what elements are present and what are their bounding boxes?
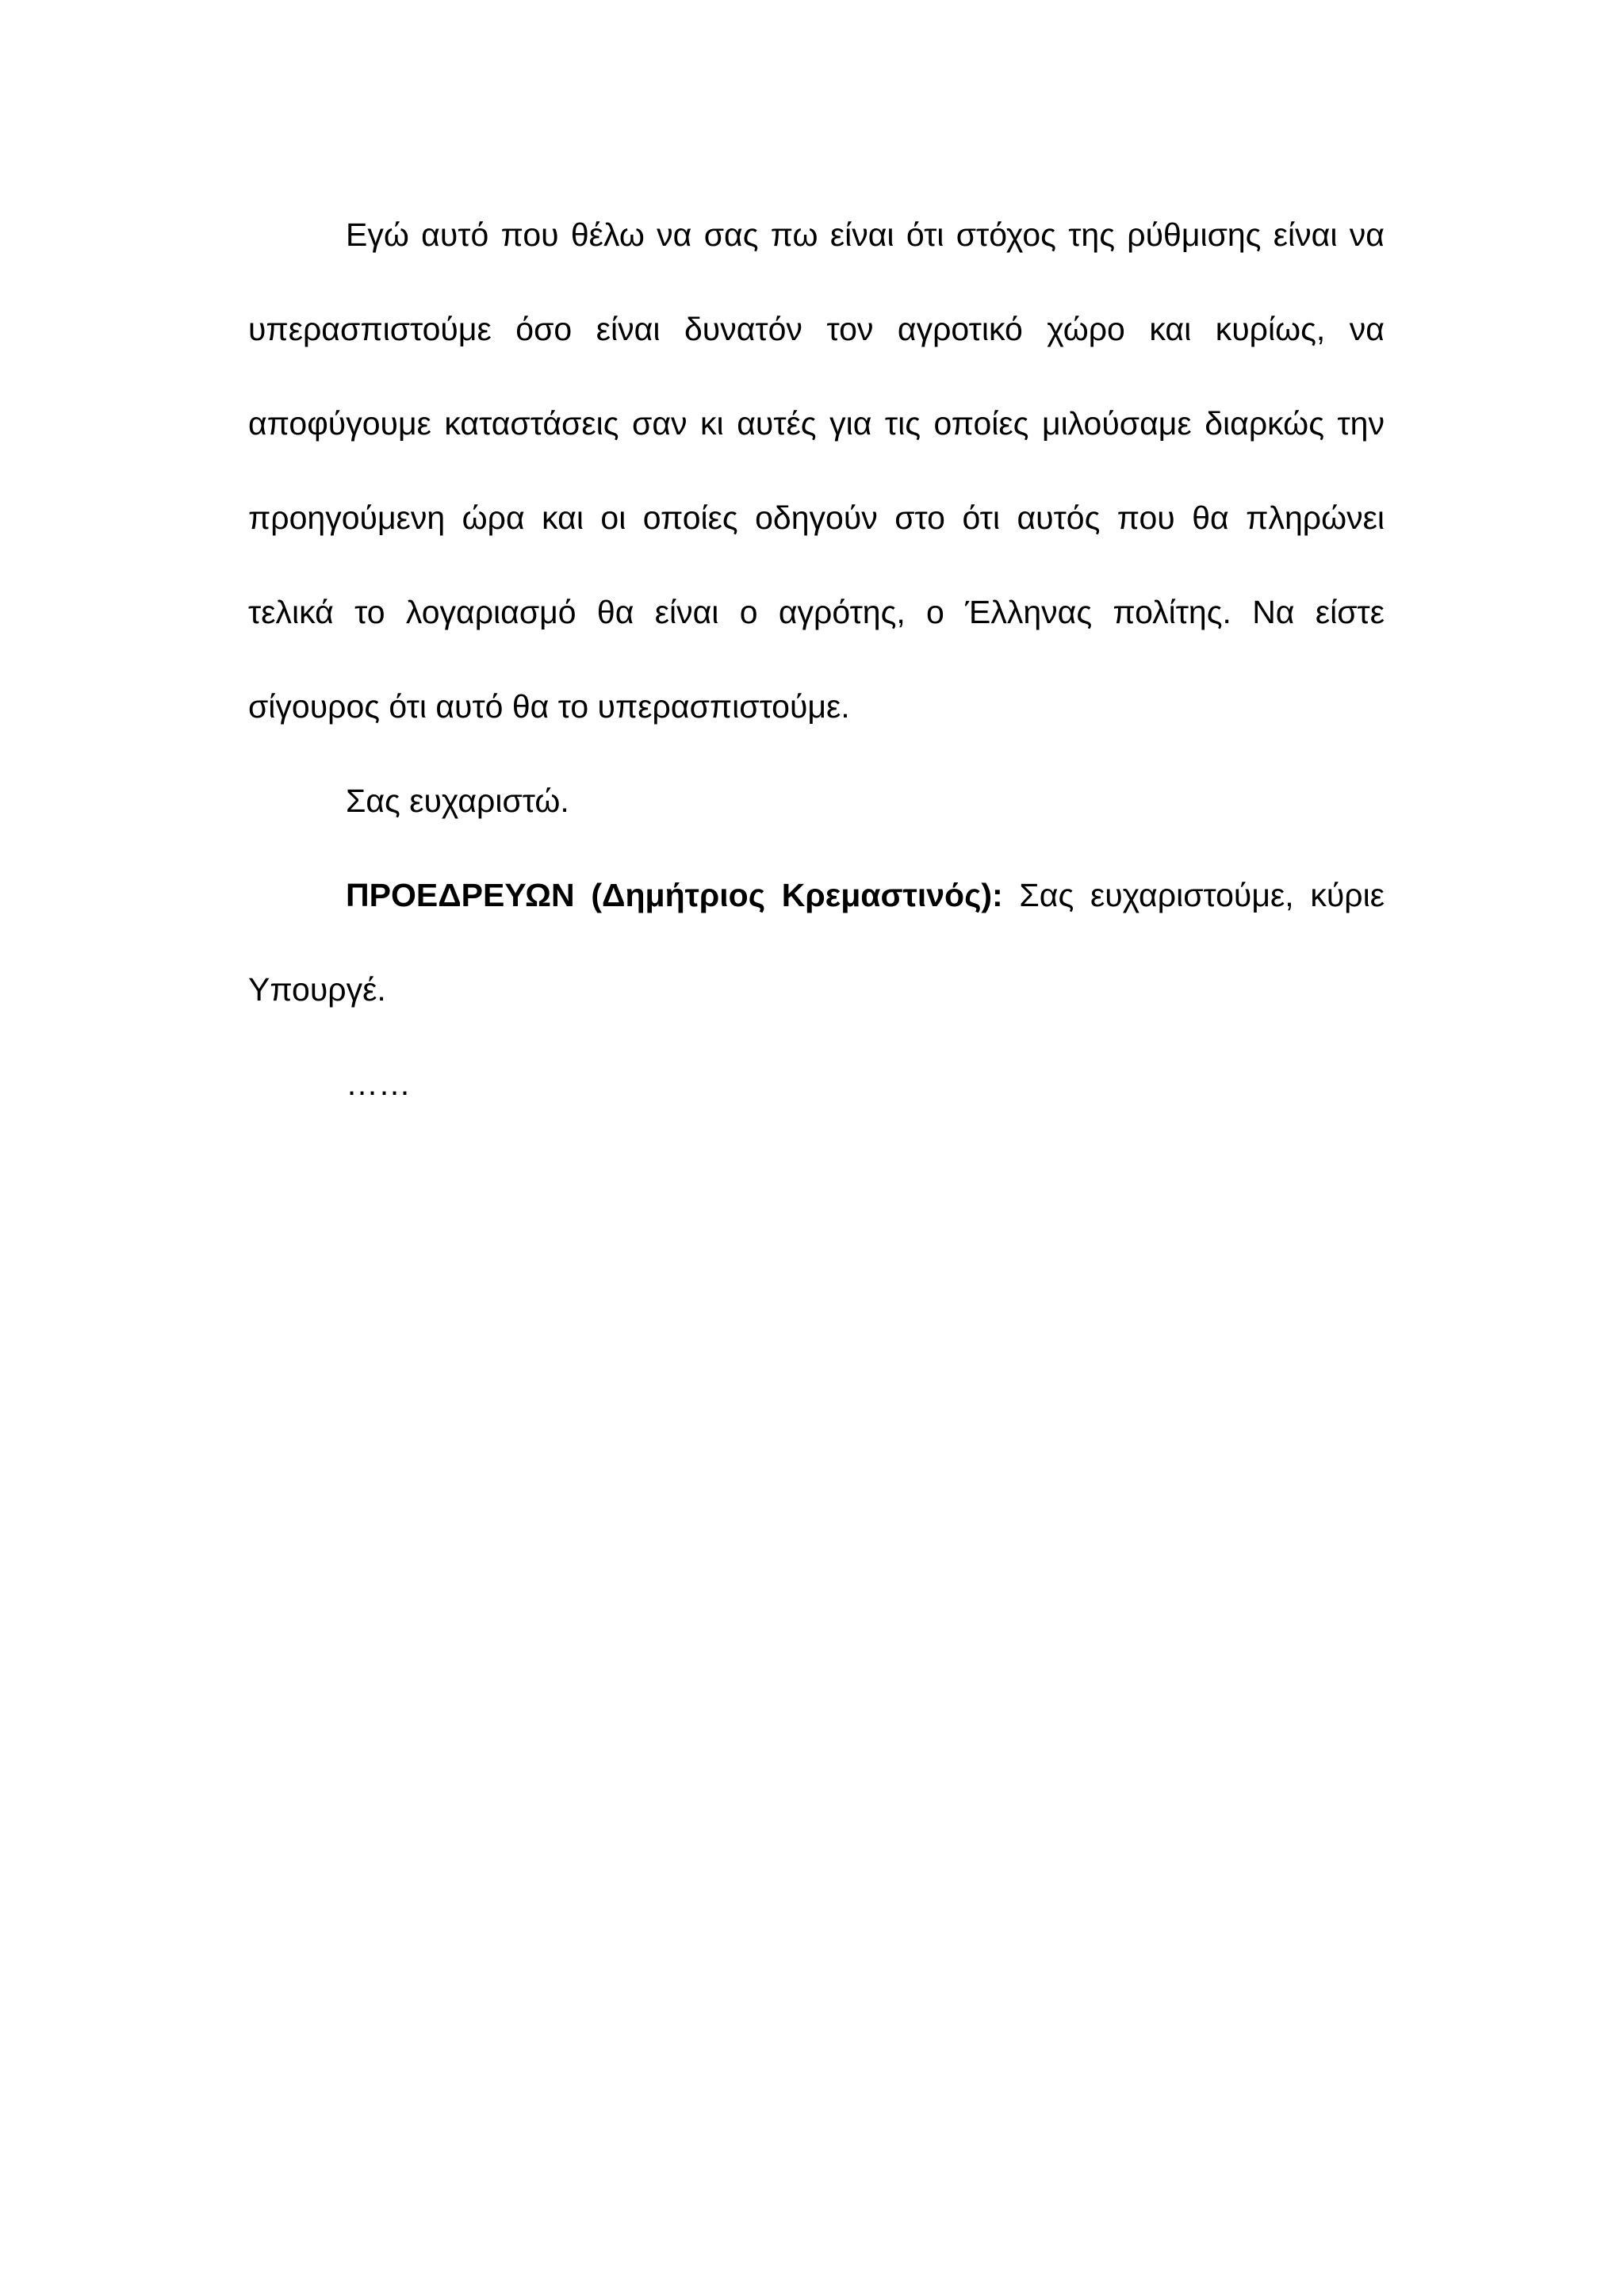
- speaker-label: ΠΡΟΕΔΡΕΥΩΝ (Δημήτριος Κρεμαστινός):: [346, 877, 1003, 913]
- paragraph-minister-statement: Εγώ αυτό που θέλω να σας πω είναι ότι στόχος της ρύθμισης είναι να υπερασπιστούμε όσο είναι δυνατόν τον αγροτικό χώρο και κυρίως, να αποφύγουμε καταστάσεις σαν κι αυτές για τις οποίες μιλούσαμε διαρκώς την προηγούμενη ώρα και οι οποίες οδηγούν στο ότι αυτός που θα πληρώνει τελικά το λογαριασμό θα είναι ο αγρότης, ο Έλληνας πολίτης. Να είστε σίγουρος ότι αυτό θα το υπερασπιστούμε.: [248, 216, 1385, 725]
- paragraph-thanks: Σας ευχαριστώ.: [346, 783, 569, 819]
- paragraph-ellipsis: ……: [346, 1066, 411, 1102]
- transcript-body: [248, 188, 1385, 1131]
- paragraph-chair-response: [248, 848, 1385, 1037]
- chair-response-text: Σας ευχαριστούμε, κύριε Υπουργέ.: [248, 877, 1385, 1008]
